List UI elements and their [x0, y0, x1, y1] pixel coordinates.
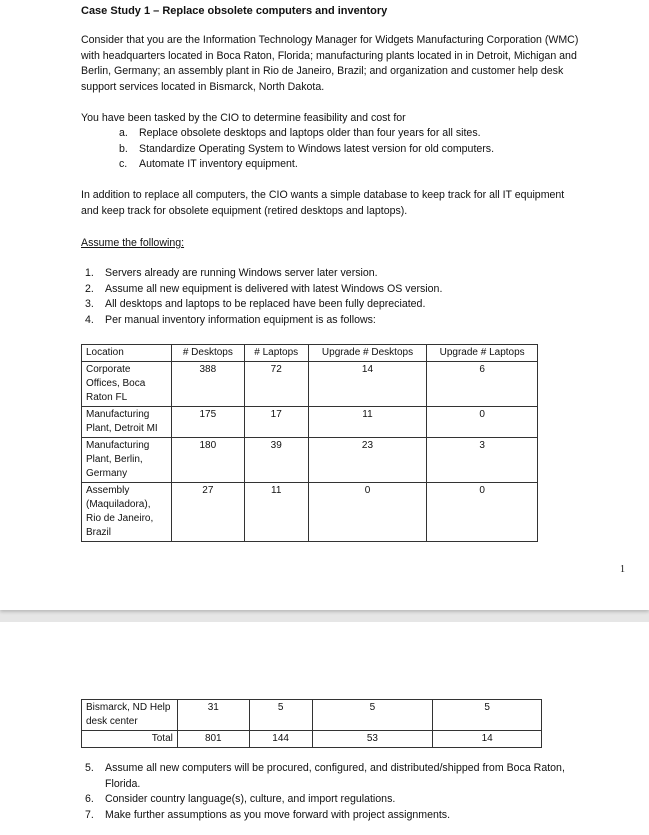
list-marker: 4. — [85, 313, 94, 326]
assumption-item — [85, 792, 565, 808]
cell-location: Manufacturing Plant, Detroit MI — [82, 407, 172, 438]
assume-heading: Assume the following: — [81, 237, 185, 249]
table-row — [82, 700, 542, 731]
cell-upgrade-laptops: 0 — [427, 483, 538, 542]
case-study-title: Case Study 1 – Replace obsolete computers and inventory — [81, 5, 388, 17]
task-text: Standardize Operating System to Windows latest version for old computers. — [139, 142, 495, 155]
page-number: 1 — [620, 564, 625, 575]
list-marker: b. — [119, 142, 128, 155]
total-laptops: 144 — [249, 731, 312, 748]
cell-location: Manufacturing Plant, Berlin, Germany — [82, 438, 172, 483]
header-upgrade-desktops: Upgrade # Desktops — [308, 345, 427, 362]
cell-desktops: 175 — [171, 407, 244, 438]
cell-upgrade-desktops: 0 — [308, 483, 427, 542]
cell-desktops: 388 — [171, 362, 244, 407]
cell-upgrade-laptops: 6 — [427, 362, 538, 407]
table-total-row — [82, 731, 542, 748]
assumption-text: All desktops and laptops to be replaced have been fully depreciated. — [105, 298, 426, 310]
list-marker: 3. — [85, 298, 94, 310]
cell-desktops: 31 — [177, 700, 249, 731]
assumption-list-continued — [85, 761, 565, 823]
cell-upgrade-laptops: 5 — [433, 700, 542, 731]
list-marker: 2. — [85, 282, 94, 295]
cell-laptops: 72 — [244, 362, 308, 407]
task-text: Replace obsolete desktops and laptops older than four years for all sites. — [139, 127, 481, 139]
task-text: Automate IT inventory equipment. — [139, 158, 298, 170]
total-upgrade-desktops: 53 — [312, 731, 433, 748]
task-item — [119, 142, 494, 158]
cell-location: Bismarck, ND Help desk center — [82, 700, 178, 731]
assumption-text: Make further assumptions as you move forward with project assignments. — [105, 808, 451, 821]
assumption-text: Assume all new computers will be procured, configured, and distributed/shipped from Boca Raton, Florida. — [105, 762, 565, 790]
cell-location: Assembly (Maquiladora), Rio de Janeiro, Brazil — [82, 483, 172, 542]
total-upgrade-laptops: 14 — [433, 731, 542, 748]
table-row — [82, 362, 538, 407]
list-marker: 1. — [85, 267, 94, 279]
document-page-2 — [0, 622, 649, 835]
cell-location: Corporate Offices, Boca Raton FL — [82, 362, 172, 407]
table-row — [82, 407, 538, 438]
header-upgrade-laptops: Upgrade # Laptops — [427, 345, 538, 362]
cell-upgrade-desktops: 23 — [308, 438, 427, 483]
assumption-item — [85, 266, 442, 282]
cell-upgrade-desktops: 14 — [308, 362, 427, 407]
cell-upgrade-desktops: 5 — [312, 700, 433, 731]
cell-upgrade-laptops: 3 — [427, 438, 538, 483]
assumption-list — [85, 266, 442, 328]
total-label: Total — [82, 731, 178, 748]
assumption-text: Per manual inventory information equipment is as follows: — [105, 313, 376, 326]
cell-laptops: 17 — [244, 407, 308, 438]
total-desktops: 801 — [177, 731, 249, 748]
assumption-item — [85, 313, 442, 329]
inventory-table — [81, 344, 538, 542]
table-row — [82, 483, 538, 542]
header-laptops: # Laptops — [244, 345, 308, 362]
list-marker: c. — [119, 158, 128, 170]
task-intro: You have been tasked by the CIO to determine feasibility and cost for — [81, 112, 406, 124]
database-paragraph: In addition to replace all computers, the CIO wants a simple database to keep track for all IT equipment and keep track for obsolete equipment (retired desktops and laptops). — [81, 189, 565, 217]
cell-desktops: 180 — [171, 438, 244, 483]
intro-paragraph: Consider that you are the Information Technology Manager for Widgets Manufacturing Corporation (WMC) with headquarters located in Boca Raton, Florida; manufacturing plants located in in Detroit, Michigan and Berlin, Germany; an assembly plant in Rio de Janeiro, Brazil; and organization and customer help desk support services located in Bismarck, North Dakota. — [81, 34, 579, 93]
table-header-row — [82, 345, 538, 362]
cell-upgrade-laptops: 0 — [427, 407, 538, 438]
cell-desktops: 27 — [171, 483, 244, 542]
inventory-table-continued — [81, 699, 542, 748]
assumption-text: Assume all new equipment is delivered with latest Windows OS version. — [105, 282, 443, 295]
assumption-item — [85, 282, 442, 298]
list-marker: a. — [119, 127, 128, 139]
task-item — [119, 157, 494, 173]
list-marker: 7. — [85, 808, 94, 821]
cell-laptops: 11 — [244, 483, 308, 542]
list-marker: 5. — [85, 762, 94, 774]
task-item — [119, 126, 494, 142]
assumption-item — [85, 297, 442, 313]
header-location: Location — [82, 345, 172, 362]
assumption-item — [85, 761, 565, 792]
list-marker: 6. — [85, 793, 94, 805]
cell-laptops: 39 — [244, 438, 308, 483]
assumption-text: Consider country language(s), culture, and import regulations. — [105, 793, 396, 805]
task-list — [119, 126, 494, 173]
table-row — [82, 438, 538, 483]
header-desktops: # Desktops — [171, 345, 244, 362]
assumption-item — [85, 808, 565, 824]
cell-upgrade-desktops: 11 — [308, 407, 427, 438]
assumption-text: Servers already are running Windows server later version. — [105, 267, 378, 279]
cell-laptops: 5 — [249, 700, 312, 731]
